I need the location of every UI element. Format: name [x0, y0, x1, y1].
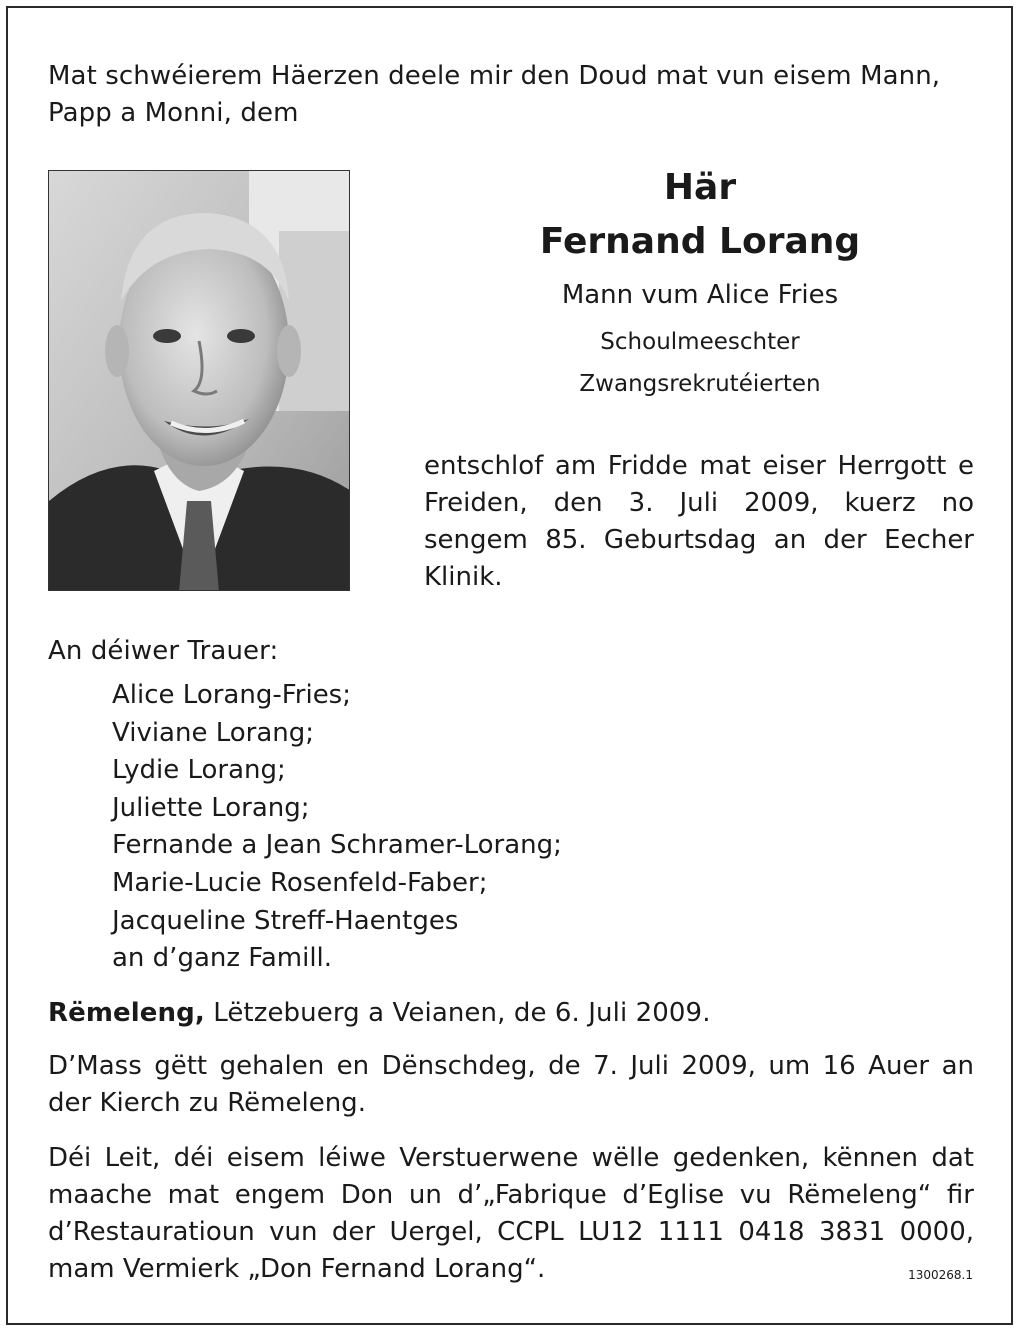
intro-text: Mat schwéierem Häerzen deele mir den Doud mat vun eisem Mann, Papp a Monni, dem	[48, 61, 941, 128]
place-date: Lëtzebuerg a Veianen, de 6. Juli 2009.	[204, 998, 711, 1028]
death-notice: entschlof am Fridde mat eiser Herrgott e Freiden, den 3. Juli 2009, kuerz no sengem 85. Geburtsdag an der Eecher Klinik.	[424, 451, 974, 592]
portrait-photo	[48, 170, 350, 591]
reference-number: 1300268.1	[908, 1268, 973, 1282]
mourner-item: an d’ganz Famill.	[112, 943, 333, 974]
mourners-list	[112, 677, 562, 978]
mourner-item: Alice Lorang-Fries;	[112, 680, 351, 710]
mourner-item: Juliette Lorang;	[112, 792, 310, 823]
place-date-line	[48, 995, 711, 1032]
mourner-item: Jacqueline Streff-Haentges	[112, 905, 459, 936]
profession: Schoulmeeschter	[600, 329, 800, 355]
mourner-item: Marie-Lucie Rosenfeld-Faber;	[112, 867, 488, 898]
mourner-item: Viviane Lorang;	[112, 717, 315, 748]
status-line: Zwangsrekrutéierten	[579, 371, 821, 397]
mass-notice: D’Mass gëtt gehalen en Dënschdeg, de 7. Juli 2009, um 16 Auer an der Kierch zu Rëmeleng.	[48, 1051, 974, 1118]
spouse-line: Mann vum Alice Fries	[561, 280, 839, 310]
mourner-item: Fernande a Jean Schramer-Lorang;	[112, 830, 562, 861]
donation-notice: Déi Leit, déi eisem léiwe Verstuerwene wëlle gedenken, kënnen dat maache mat engem Don un d’„Fabrique d’Eglise vu Rëmeleng“ fir d’Restauratioun vun der Uergel, CCPL LU12 1111 0418 3831 0000, mam Vermierk „Don Fernand Lorang“.	[48, 1143, 974, 1284]
place-name: Rëmeleng,	[48, 998, 205, 1028]
mourners-heading: An déiwer Trauer:	[48, 636, 279, 666]
deceased-name: Fernand Lorang	[539, 221, 861, 262]
honorific: Här	[663, 167, 737, 208]
mourner-item: Lydie Lorang;	[112, 755, 286, 786]
